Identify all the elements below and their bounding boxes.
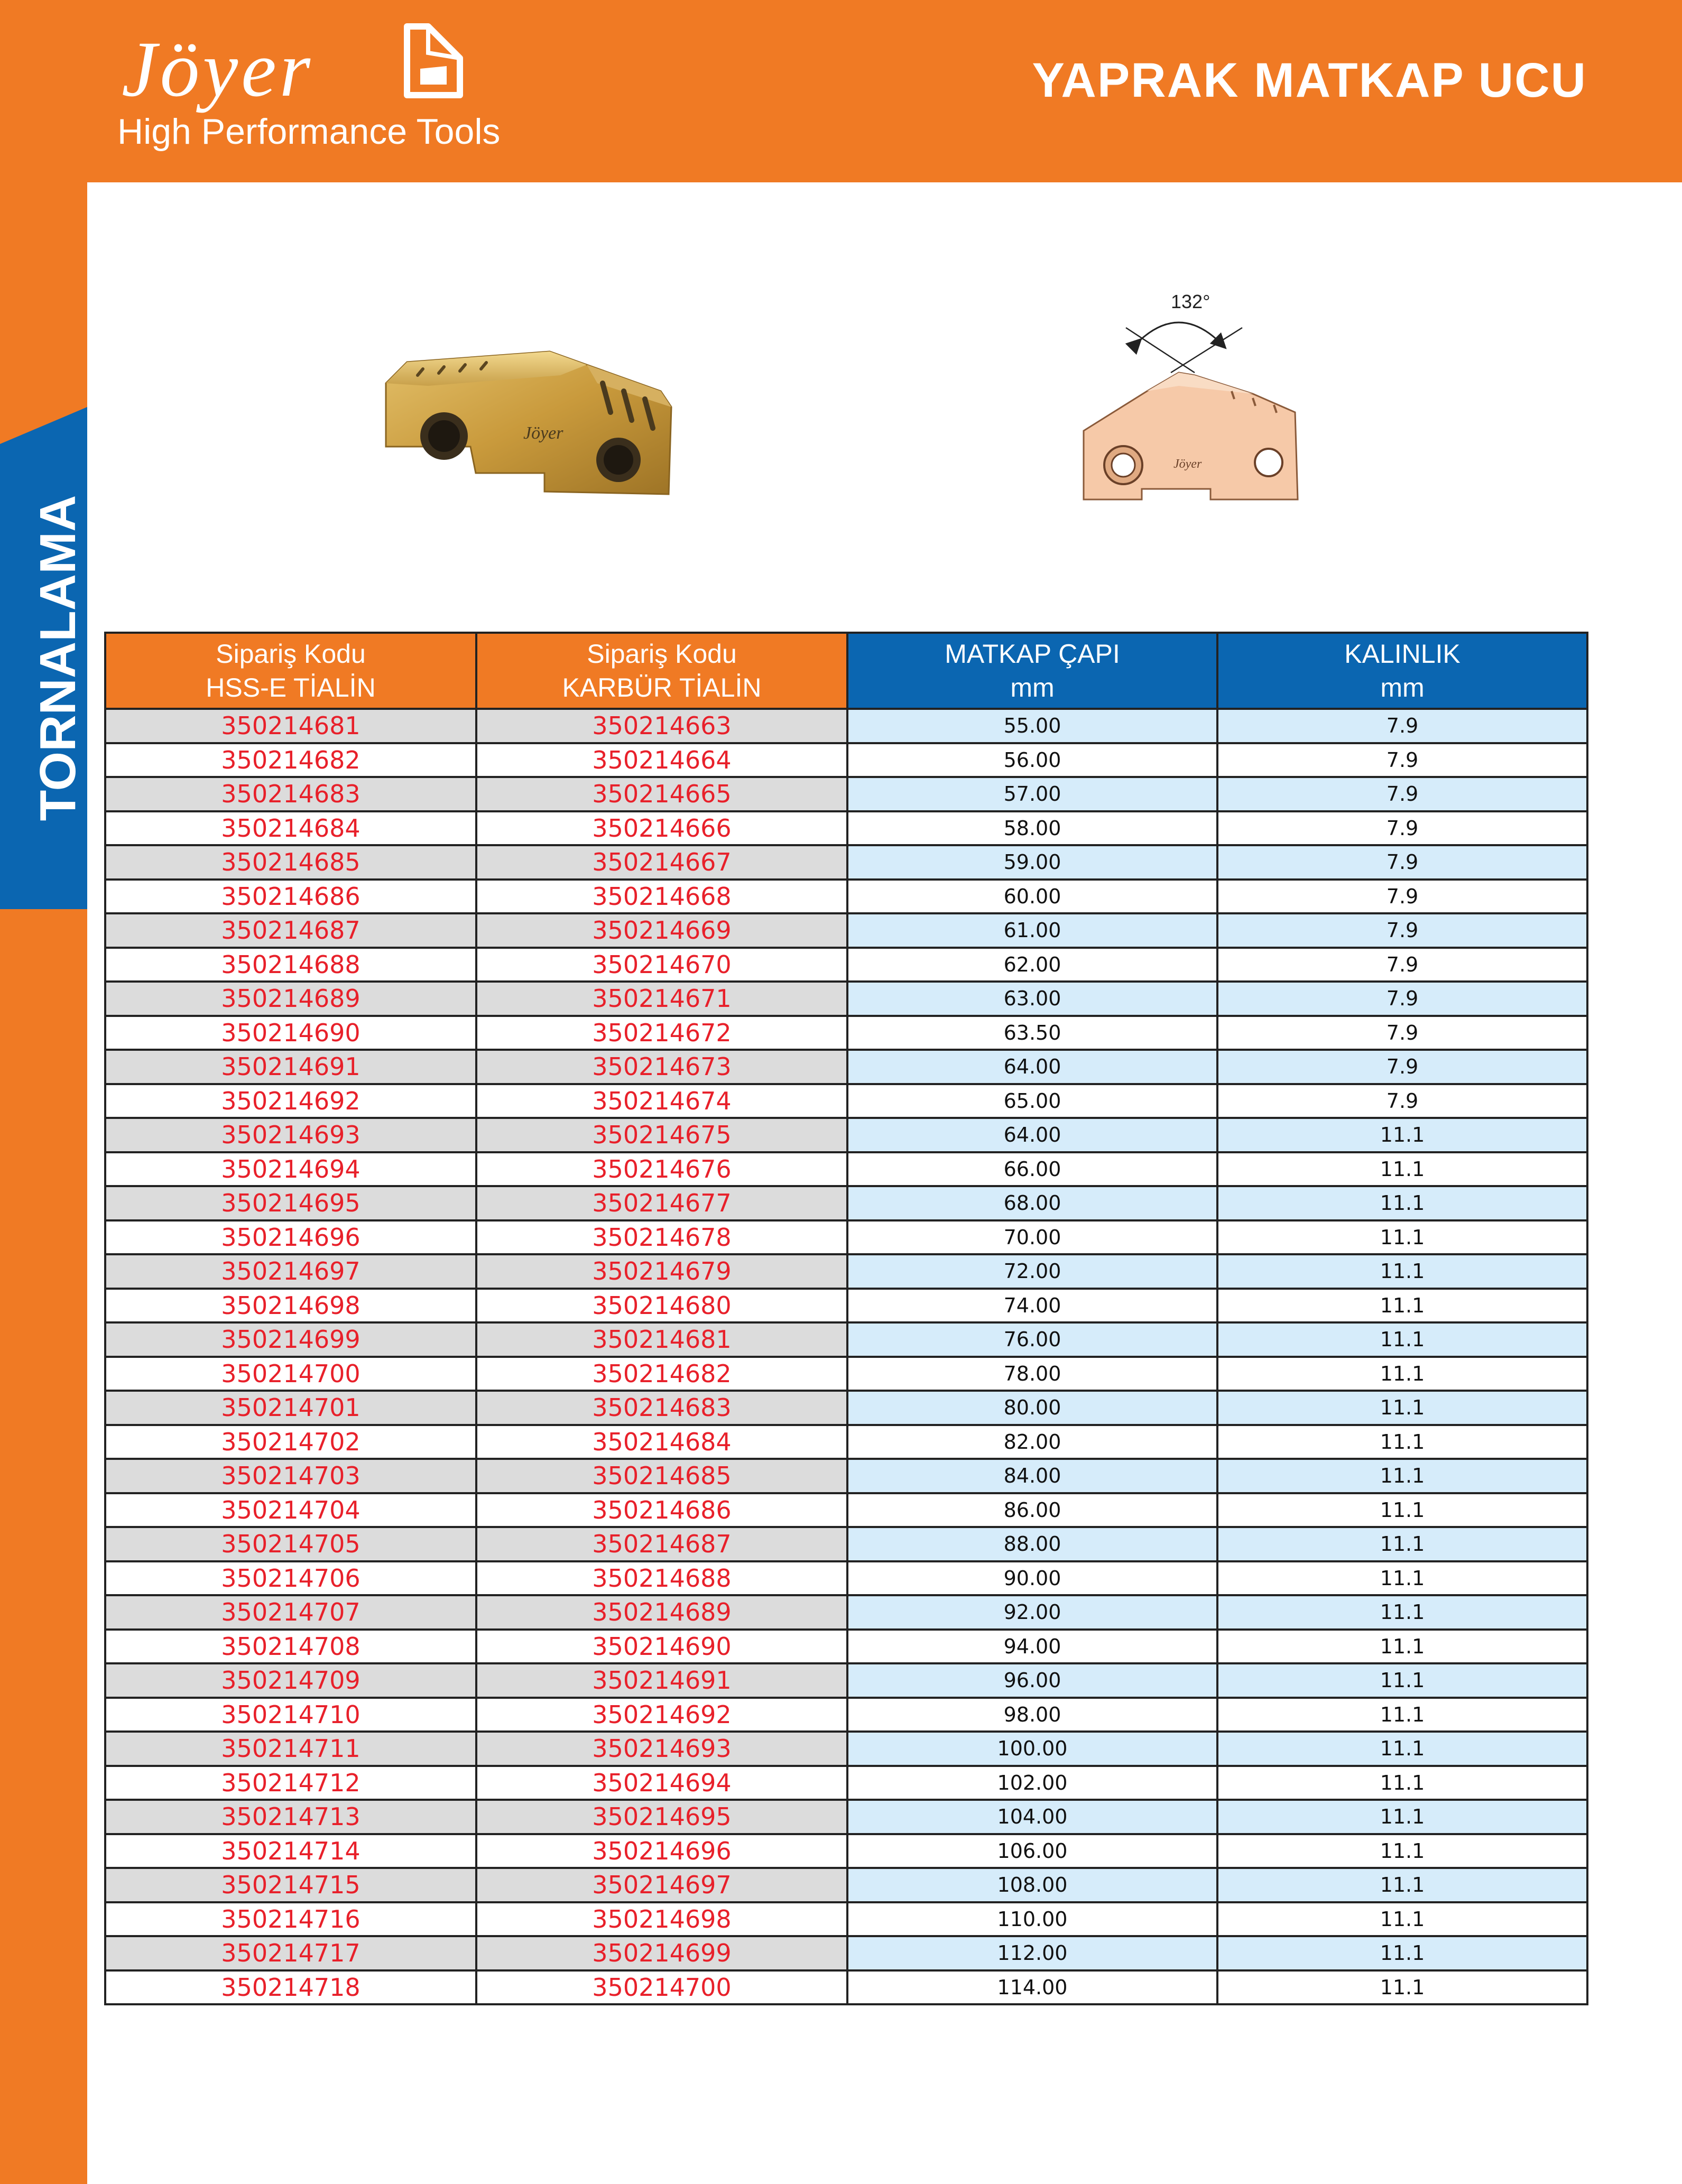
karbur-code-cell: 350214686 (476, 1493, 847, 1528)
diameter-cell: 63.50 (847, 1016, 1217, 1050)
thickness-cell: 7.9 (1217, 709, 1587, 743)
hss-code-cell: 350214686 (105, 880, 476, 914)
page-title: YAPRAK MATKAP UCU (1032, 53, 1587, 107)
diameter-cell: 104.00 (847, 1800, 1217, 1834)
hss-code-cell: 350214700 (105, 1357, 476, 1391)
karbur-code-cell: 350214669 (476, 913, 847, 948)
karbur-code-cell: 350214673 (476, 1050, 847, 1084)
diameter-cell: 64.00 (847, 1118, 1217, 1152)
table-row (105, 948, 1587, 982)
karbur-code-cell: 350214690 (476, 1630, 847, 1664)
karbur-code-cell: 350214700 (476, 1970, 847, 2005)
hss-code-cell: 350214708 (105, 1630, 476, 1664)
thickness-cell: 11.1 (1217, 1425, 1587, 1459)
diameter-cell: 98.00 (847, 1698, 1217, 1732)
karbur-code-cell: 350214671 (476, 982, 847, 1016)
table-body (105, 709, 1587, 2004)
hss-code-cell: 350214685 (105, 845, 476, 880)
diameter-cell: 68.00 (847, 1186, 1217, 1220)
svg-text:Jöyer: Jöyer (1173, 457, 1202, 471)
section-label: TORNALAMA (30, 495, 86, 821)
table-row (105, 777, 1587, 811)
karbur-code-cell: 350214691 (476, 1663, 847, 1698)
hss-code-cell: 350214682 (105, 743, 476, 778)
table-row (105, 1391, 1587, 1425)
hss-code-cell: 350214690 (105, 1016, 476, 1050)
col-header-cap (847, 633, 1217, 709)
karbur-code-cell: 350214683 (476, 1391, 847, 1425)
table-row (105, 1118, 1587, 1152)
diameter-cell: 78.00 (847, 1357, 1217, 1391)
hss-code-cell: 350214694 (105, 1152, 476, 1187)
karbur-code-cell: 350214689 (476, 1595, 847, 1630)
karbur-code-cell: 350214680 (476, 1289, 847, 1323)
karbur-code-cell: 350214685 (476, 1459, 847, 1493)
col-header-cap-line1: MATKAP ÇAPI (945, 639, 1120, 669)
hss-code-cell: 350214705 (105, 1527, 476, 1561)
insert-angle-diagram (1073, 280, 1311, 513)
thickness-cell: 11.1 (1217, 1766, 1587, 1800)
table-row (105, 1289, 1587, 1323)
diameter-cell: 72.00 (847, 1254, 1217, 1289)
karbur-code-cell: 350214670 (476, 948, 847, 982)
hss-code-cell: 350214704 (105, 1493, 476, 1528)
table-row (105, 1630, 1587, 1664)
karbur-code-cell: 350214674 (476, 1084, 847, 1118)
karbur-code-cell: 350214697 (476, 1868, 847, 1902)
diameter-cell: 106.00 (847, 1834, 1217, 1868)
thickness-cell: 7.9 (1217, 777, 1587, 811)
hss-code-cell: 350214701 (105, 1391, 476, 1425)
diameter-cell: 80.00 (847, 1391, 1217, 1425)
thickness-cell: 11.1 (1217, 1391, 1587, 1425)
diameter-cell: 82.00 (847, 1425, 1217, 1459)
hss-code-cell: 350214709 (105, 1663, 476, 1698)
karbur-code-cell: 350214663 (476, 709, 847, 743)
table-row (105, 709, 1587, 743)
brand-tagline: High Performance Tools (117, 112, 501, 152)
hss-code-cell: 350214687 (105, 913, 476, 948)
page-header (0, 0, 1682, 182)
thickness-cell: 11.1 (1217, 1220, 1587, 1255)
table-row (105, 1220, 1587, 1255)
diameter-cell: 56.00 (847, 743, 1217, 778)
diameter-cell: 66.00 (847, 1152, 1217, 1187)
thickness-cell: 11.1 (1217, 1630, 1587, 1664)
table-row (105, 1357, 1587, 1391)
karbur-code-cell: 350214676 (476, 1152, 847, 1187)
thickness-cell: 11.1 (1217, 1834, 1587, 1868)
table-row (105, 1493, 1587, 1528)
diameter-cell: 92.00 (847, 1595, 1217, 1630)
col-header-cap-unit: mm (1010, 673, 1055, 702)
karbur-code-cell: 350214687 (476, 1527, 847, 1561)
karbur-code-cell: 350214694 (476, 1766, 847, 1800)
col-header-kalinlik-line1: KALINLIK (1344, 639, 1461, 669)
table-row (105, 982, 1587, 1016)
karbur-code-cell: 350214667 (476, 845, 847, 880)
thickness-cell: 11.1 (1217, 1800, 1587, 1834)
col-header-hss (105, 633, 476, 709)
brand-logo: Jöyer (122, 25, 314, 113)
hss-code-cell: 350214696 (105, 1220, 476, 1255)
hss-code-cell: 350214702 (105, 1425, 476, 1459)
hss-code-cell: 350214706 (105, 1561, 476, 1596)
thickness-cell: 11.1 (1217, 1118, 1587, 1152)
diameter-cell: 96.00 (847, 1663, 1217, 1698)
diameter-cell: 61.00 (847, 913, 1217, 948)
hss-code-cell: 350214698 (105, 1289, 476, 1323)
karbur-code-cell: 350214679 (476, 1254, 847, 1289)
thickness-cell: 7.9 (1217, 982, 1587, 1016)
hss-code-cell: 350214714 (105, 1834, 476, 1868)
thickness-cell: 11.1 (1217, 1289, 1587, 1323)
hss-code-cell: 350214695 (105, 1186, 476, 1220)
table-row (105, 1732, 1587, 1766)
hss-code-cell: 350214692 (105, 1084, 476, 1118)
table-header-row (105, 633, 1587, 709)
col-header-karbur (476, 633, 847, 709)
hss-code-cell: 350214688 (105, 948, 476, 982)
diameter-cell: 65.00 (847, 1084, 1217, 1118)
diameter-cell: 60.00 (847, 880, 1217, 914)
thickness-cell: 11.1 (1217, 1357, 1587, 1391)
karbur-code-cell: 350214677 (476, 1186, 847, 1220)
diameter-cell: 57.00 (847, 777, 1217, 811)
diameter-cell: 64.00 (847, 1050, 1217, 1084)
hss-code-cell: 350214713 (105, 1800, 476, 1834)
hss-code-cell: 350214717 (105, 1936, 476, 1970)
table-row (105, 1595, 1587, 1630)
hss-code-cell: 350214681 (105, 709, 476, 743)
table-row (105, 1902, 1587, 1937)
karbur-code-cell: 350214696 (476, 1834, 847, 1868)
table-row (105, 913, 1587, 948)
col-header-hss-line1: Sipariş Kodu (216, 639, 366, 669)
table-row (105, 1561, 1587, 1596)
angle-label: 132° (1171, 291, 1210, 312)
hss-code-cell: 350214712 (105, 1766, 476, 1800)
karbur-code-cell: 350214664 (476, 743, 847, 778)
thickness-cell: 11.1 (1217, 1186, 1587, 1220)
diameter-cell: 59.00 (847, 845, 1217, 880)
thickness-cell: 11.1 (1217, 1595, 1587, 1630)
thickness-cell: 11.1 (1217, 1698, 1587, 1732)
thickness-cell: 7.9 (1217, 948, 1587, 982)
table-row (105, 1016, 1587, 1050)
diameter-cell: 114.00 (847, 1970, 1217, 2005)
hss-code-cell: 350214689 (105, 982, 476, 1016)
thickness-cell: 11.1 (1217, 1459, 1587, 1493)
thickness-cell: 7.9 (1217, 743, 1587, 778)
table-row (105, 1868, 1587, 1902)
hss-code-cell: 350214718 (105, 1970, 476, 2005)
col-header-hss-line2: HSS-E TİALİN (206, 673, 376, 702)
table-row (105, 1050, 1587, 1084)
thickness-cell: 11.1 (1217, 1561, 1587, 1596)
diameter-cell: 74.00 (847, 1289, 1217, 1323)
diameter-cell: 84.00 (847, 1459, 1217, 1493)
hss-code-cell: 350214707 (105, 1595, 476, 1630)
col-header-kalinlik (1217, 633, 1587, 709)
table-row (105, 880, 1587, 914)
karbur-code-cell: 350214682 (476, 1357, 847, 1391)
diameter-cell: 102.00 (847, 1766, 1217, 1800)
thickness-cell: 7.9 (1217, 913, 1587, 948)
diameter-cell: 100.00 (847, 1732, 1217, 1766)
col-header-karbur-line1: Sipariş Kodu (587, 639, 737, 669)
karbur-code-cell: 350214695 (476, 1800, 847, 1834)
table-row (105, 845, 1587, 880)
karbur-code-cell: 350214681 (476, 1322, 847, 1357)
thickness-cell: 11.1 (1217, 1732, 1587, 1766)
table-row (105, 1766, 1587, 1800)
thickness-cell: 7.9 (1217, 845, 1587, 880)
thickness-cell: 11.1 (1217, 1322, 1587, 1357)
table-row (105, 1322, 1587, 1357)
hss-code-cell: 350214684 (105, 811, 476, 846)
karbur-code-cell: 350214665 (476, 777, 847, 811)
diameter-cell: 70.00 (847, 1220, 1217, 1255)
table-row (105, 1425, 1587, 1459)
product-spec-table (104, 632, 1588, 2005)
hss-code-cell: 350214691 (105, 1050, 476, 1084)
thickness-cell: 7.9 (1217, 1084, 1587, 1118)
table-row (105, 743, 1587, 778)
table-row (105, 1527, 1587, 1561)
diameter-cell: 62.00 (847, 948, 1217, 982)
diameter-cell: 94.00 (847, 1630, 1217, 1664)
col-header-kalinlik-unit: mm (1380, 673, 1425, 702)
diameter-cell: 86.00 (847, 1493, 1217, 1528)
brand-mark-icon (396, 16, 470, 106)
table-row (105, 1254, 1587, 1289)
diameter-cell: 58.00 (847, 811, 1217, 846)
thickness-cell: 11.1 (1217, 1527, 1587, 1561)
spade-drill-insert-photo (375, 333, 682, 507)
karbur-code-cell: 350214666 (476, 811, 847, 846)
hss-code-cell: 350214699 (105, 1322, 476, 1357)
thickness-cell: 11.1 (1217, 1493, 1587, 1528)
hss-code-cell: 350214683 (105, 777, 476, 811)
svg-text:Jöyer: Jöyer (523, 423, 563, 443)
hss-code-cell: 350214711 (105, 1732, 476, 1766)
diameter-cell: 90.00 (847, 1561, 1217, 1596)
karbur-code-cell: 350214675 (476, 1118, 847, 1152)
karbur-code-cell: 350214678 (476, 1220, 847, 1255)
karbur-code-cell: 350214692 (476, 1698, 847, 1732)
karbur-code-cell: 350214684 (476, 1425, 847, 1459)
table-row (105, 811, 1587, 846)
table-row (105, 1152, 1587, 1187)
table-row (105, 1936, 1587, 1970)
karbur-code-cell: 350214693 (476, 1732, 847, 1766)
thickness-cell: 11.1 (1217, 1902, 1587, 1937)
thickness-cell: 11.1 (1217, 1868, 1587, 1902)
table-row (105, 1186, 1587, 1220)
karbur-code-cell: 350214698 (476, 1902, 847, 1937)
thickness-cell: 11.1 (1217, 1936, 1587, 1970)
thickness-cell: 7.9 (1217, 811, 1587, 846)
hss-code-cell: 350214715 (105, 1868, 476, 1902)
thickness-cell: 11.1 (1217, 1152, 1587, 1187)
hss-code-cell: 350214710 (105, 1698, 476, 1732)
table-row (105, 1698, 1587, 1732)
hss-code-cell: 350214697 (105, 1254, 476, 1289)
karbur-code-cell: 350214688 (476, 1561, 847, 1596)
karbur-code-cell: 350214699 (476, 1936, 847, 1970)
diameter-cell: 108.00 (847, 1868, 1217, 1902)
thickness-cell: 11.1 (1217, 1970, 1587, 2005)
karbur-code-cell: 350214668 (476, 880, 847, 914)
diameter-cell: 110.00 (847, 1902, 1217, 1937)
table-row (105, 1834, 1587, 1868)
table-row (105, 1084, 1587, 1118)
col-header-karbur-line2: KARBÜR TİALİN (562, 673, 762, 702)
thickness-cell: 11.1 (1217, 1254, 1587, 1289)
diameter-cell: 76.00 (847, 1322, 1217, 1357)
diameter-cell: 112.00 (847, 1936, 1217, 1970)
table-row (105, 1800, 1587, 1834)
karbur-code-cell: 350214672 (476, 1016, 847, 1050)
hss-code-cell: 350214693 (105, 1118, 476, 1152)
table-row (105, 1459, 1587, 1493)
thickness-cell: 7.9 (1217, 1016, 1587, 1050)
hss-code-cell: 350214716 (105, 1902, 476, 1937)
thickness-cell: 11.1 (1217, 1663, 1587, 1698)
diameter-cell: 55.00 (847, 709, 1217, 743)
table-row (105, 1663, 1587, 1698)
thickness-cell: 7.9 (1217, 880, 1587, 914)
diameter-cell: 88.00 (847, 1527, 1217, 1561)
diameter-cell: 63.00 (847, 982, 1217, 1016)
hss-code-cell: 350214703 (105, 1459, 476, 1493)
thickness-cell: 7.9 (1217, 1050, 1587, 1084)
table-row (105, 1970, 1587, 2005)
